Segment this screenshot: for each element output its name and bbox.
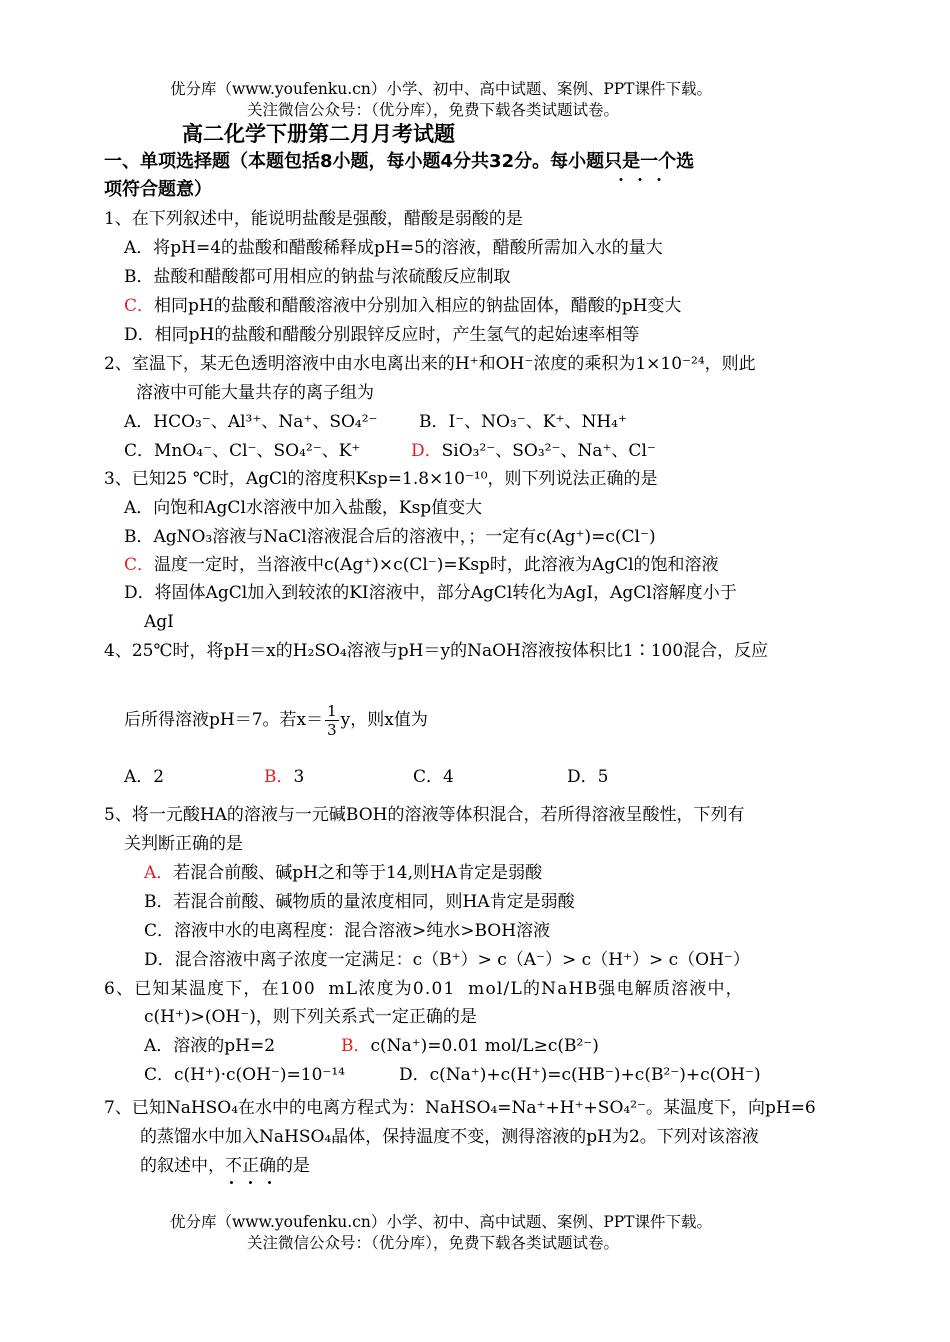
q1-option-d: D．相同pH的盐酸和醋酸分别跟锌反应时，产生氢气的起始速率相等 — [124, 325, 640, 345]
q2-option-a: A．HCO₃⁻、Al³⁺、Na⁺、SO₄²⁻ — [124, 412, 378, 432]
q2-option-b: B．I⁻、NO₃⁻、K⁺、NH₄⁺ — [419, 412, 627, 432]
q5-option-a-text: 若混合前酸、碱pH之和等于14,则HA肯定是弱酸 — [173, 863, 543, 883]
header-line-1: 优分库（www.youfenku.cn）小学、初中、高中试题、案例、PPT课件下载。 — [170, 80, 713, 98]
q3-option-a: A．向饱和AgCl水溶液中加入盐酸，Ksp值变大 — [124, 498, 483, 518]
q5-stem-line-2: 关判断正确的是 — [124, 834, 243, 854]
q3-option-d-line-2: AgI — [144, 612, 174, 632]
q3-stem: 3、已知25 ℃时，AgCl的溶度积Ksp=1.8×10⁻¹⁰，则下列说法正确的是 — [104, 469, 658, 489]
q5-option-d: D．混合溶液中离子浓度一定满足：c（B⁺）> c（A⁻）> c（H⁺）> c（OH⁻） — [144, 950, 750, 970]
fraction-numerator: 1 — [327, 702, 337, 720]
q3-answer-label: C． — [124, 555, 155, 575]
q4-stem-line-2 — [124, 700, 428, 740]
q6-answer-label: B． — [341, 1036, 371, 1056]
q7-stem-tail: 的是 — [276, 1156, 310, 1176]
q5-stem-line-1: 5、将一元酸HA的溶液与一元碱BOH的溶液等体积混合，若所得溶液呈酸性，下列有 — [104, 805, 745, 825]
section-heading-tail: 选 — [676, 151, 695, 172]
footer-line-1: 优分库（www.youfenku.cn）小学、初中、高中试题、案例、PPT课件下载。 — [170, 1213, 713, 1231]
q4-option-c: C．4 — [413, 767, 454, 787]
q6-stem-line-1: 6、已知某温度下，在100 mL浓度为0.01 mol/L的NaHB强电解质溶液中， — [104, 979, 744, 999]
page-title: 高二化学下册第二月月考试题 — [182, 122, 455, 146]
q2-option-c: C．MnO₄⁻、Cl⁻、SO₄²⁻、K⁺ — [124, 441, 361, 461]
q4-answer-label: B． — [264, 767, 294, 787]
q1-option-a: A．将pH=4的盐酸和醋酸稀释成pH=5的溶液，醋酸所需加入水的量大 — [124, 238, 663, 258]
q2-answer-label: D． — [411, 441, 442, 461]
q4-stem-line-1: 4、25℃时，将pH＝x的H₂SO₄溶液与pH＝y的NaOH溶液按体积比1∶100混合，反应 — [104, 641, 769, 661]
q6-option-d: D．c(Na⁺)+c(H⁺)=c(HB⁻)+c(B²⁻)+c(OH⁻) — [399, 1065, 761, 1085]
q3-option-c — [124, 554, 719, 576]
q4-option-a: A．2 — [124, 767, 165, 787]
section-heading-text: 一、单项选择题（本题包括8小题，每小题4分共32分。每小题 — [104, 151, 605, 172]
q4-option-b-text: 3 — [293, 767, 305, 787]
emphasis-only-one: 只是一个 — [604, 151, 677, 172]
q4-stem-text: 后所得溶液pH＝7。若x＝ — [124, 710, 324, 730]
q1-option-b: B．盐酸和醋酸都可用相应的钠盐与浓硫酸反应制取 — [124, 267, 511, 287]
q5-option-b: B．若混合前酸、碱物质的量浓度相同，则HA肯定是弱酸 — [144, 892, 575, 912]
q2-stem-line-2: 溶液中可能大量共存的离子组为 — [136, 383, 374, 403]
q2-option-d-text: SiO₃²⁻、SO₃²⁻、Na⁺、Cl⁻ — [441, 441, 656, 461]
q4-option-d: D．5 — [567, 767, 609, 787]
q6-stem-line-2: c(H⁺)>(OH⁻)，则下列关系式一定正确的是 — [144, 1007, 477, 1027]
q1-option-c — [124, 295, 681, 317]
q4-stem-tail: y，则x值为 — [340, 710, 428, 730]
section-heading-line-1 — [104, 150, 694, 174]
q5-answer-label: A． — [144, 863, 174, 883]
q3-option-d-line-1: D．将固体AgCl加入到较浓的KI溶液中，部分AgCl转化为AgI，AgCl溶解度小于 — [124, 583, 737, 603]
q7-stem-line-2: 的蒸馏水中加入NaHSO₄晶体，保持温度不变，测得溶液的pH为2。下列对该溶液 — [140, 1127, 759, 1147]
q6-option-a: A．溶液的pH=2 — [144, 1036, 276, 1056]
q1-answer-label: C． — [124, 296, 155, 316]
q7-stem-line-1: 7、已知NaHSO₄在水中的电离方程式为：NaHSO₄=Na⁺+H⁺+SO₄²⁻。某温度下，向pH=6 — [104, 1098, 816, 1118]
q1-option-c-text: 相同pH的盐酸和醋酸溶液中分别加入相应的钠盐固体，醋酸的pH变大 — [154, 296, 682, 316]
section-heading-line-2: 项符合题意） — [104, 179, 212, 200]
header-line-2: 关注微信公众号：（优分库），免费下载各类试题试卷。 — [247, 101, 620, 119]
q3-option-c-text: 温度一定时，当溶液中c(Ag⁺)×c(Cl⁻)=Ksp时，此溶液为AgCl的饱和溶液 — [154, 555, 719, 575]
q2-option-d — [411, 440, 656, 462]
q7-stem-line-3 — [140, 1155, 310, 1177]
q1-stem: 1、在下列叙述中，能说明盐酸是强酸，醋酸是弱酸的是 — [104, 209, 523, 229]
q5-option-c: C．溶液中水的电离程度：混合溶液>纯水>BOH溶液 — [144, 921, 551, 941]
fraction-denominator: 3 — [327, 721, 337, 739]
q5-option-a — [144, 862, 542, 884]
footer-line-2: 关注微信公众号：（优分库），免费下载各类试题试卷。 — [247, 1234, 620, 1252]
q6-option-b — [341, 1035, 599, 1057]
q3-option-b: B．AgNO₃溶液与NaCl溶液混合后的溶液中，；一定有c(Ag⁺)=c(Cl⁻) — [124, 527, 656, 547]
q2-stem-line-1: 2、室温下，某无色透明溶液中由水电离出来的H⁺和OH⁻浓度的乘积为1×10⁻²⁴，则此 — [104, 354, 756, 374]
q4-option-b — [264, 766, 304, 788]
fraction-one-third — [325, 702, 339, 739]
q6-option-c: C．c(H⁺)·c(OH⁻)=10⁻¹⁴ — [144, 1065, 345, 1085]
emphasis-not-correct: 不正确 — [225, 1156, 276, 1176]
q6-option-b-text: c(Na⁺)=0.01 mol/L≥c(B²⁻) — [370, 1036, 599, 1056]
q7-stem-text: 的叙述中， — [140, 1156, 225, 1176]
